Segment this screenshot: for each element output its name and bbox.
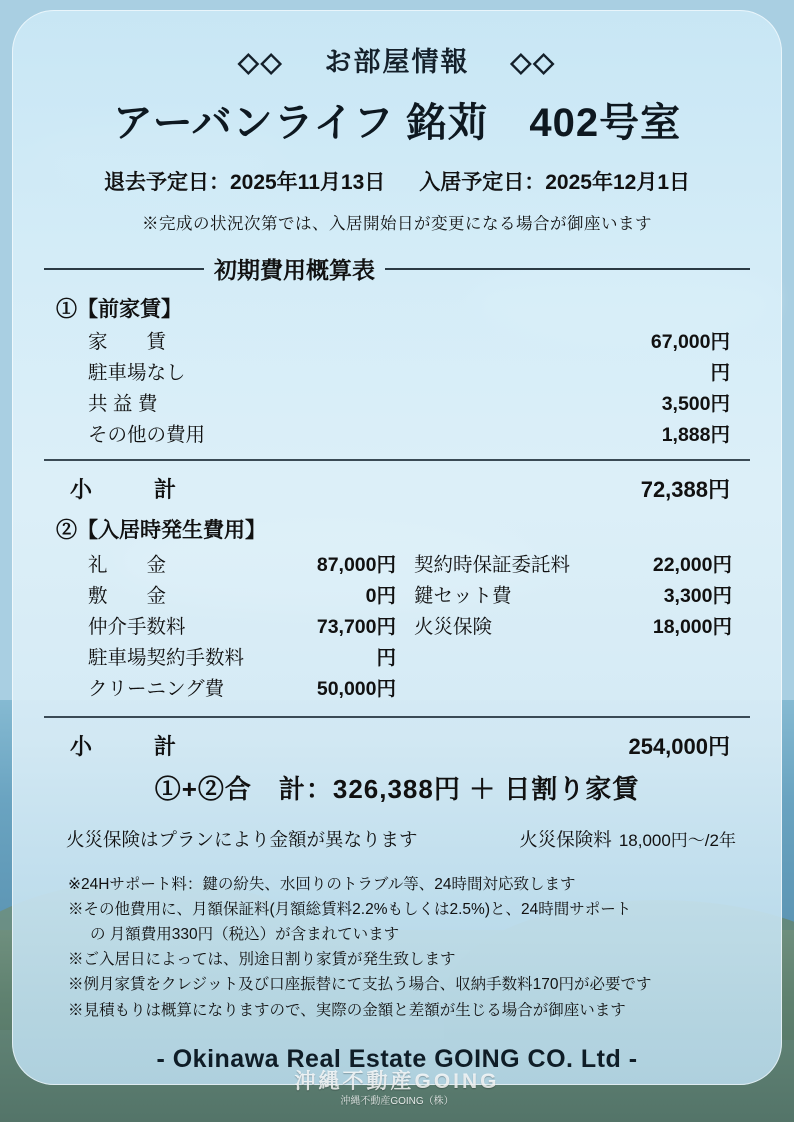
row-value: 87,000円 [316,554,396,576]
row-label: 鍵セット費 [414,585,512,607]
table-row [30,326,764,354]
cost-table-title: 初期費用概算表 [214,257,375,283]
subtotal-1-value: 72,388円 [640,477,730,502]
row-value: 67,000円 [650,331,730,353]
room-title: アーバンライフ 銘苅 402号室 [112,101,682,145]
rule-left [44,268,204,270]
cost-table-heading [44,252,750,285]
row-value: 円 [376,647,396,669]
table-row [30,357,764,385]
subtotal-2 [30,730,764,761]
footnote: ※見積もりは概算になりますので、実際の金額と差額が生じる場合が御座います [68,1001,626,1019]
row-label: 共 益 費 [88,393,158,415]
footnote: ※その他費用に、月額保証料(月額総賃料2.2%もしくは2.5%)と、24時間サポート [68,901,632,919]
table-row [64,673,400,701]
footnote: の 月額費用330円（税込）が含まれています [90,926,400,944]
table-row [400,611,736,639]
row-label: 駐車場契約手数料 [88,647,245,669]
page-title-text: お部屋情報 [324,47,470,77]
subtotal-1 [30,473,764,504]
row-label: 家 賃 [88,331,167,353]
footnote: ※例月家賃をクレジット及び口座振替にて支払う場合、収納手数料170円が必要です [68,976,652,994]
subtotal-1-label: 小 計 [70,477,183,502]
row-value: 円 [710,362,730,384]
divider [44,716,750,718]
row-label: クリーニング費 [88,678,225,700]
footnote: ※ご入居日によっては、別途日割り家賃が発生致します [68,951,456,969]
group2-title: ②【入居時発生費用】 [56,519,266,542]
diamond-right-icon: ◇◇ [510,47,557,77]
row-label: 敷 金 [88,585,167,607]
row-value: 3,300円 [663,585,732,607]
subtotal-2-label: 小 計 [70,734,183,759]
subtotal-2-value: 254,000円 [628,734,730,759]
table-row [64,549,400,577]
footnote: ※24Hサポート料：鍵の紛失、水回りのトラブル等、24時間対応致します [68,876,576,893]
move-in-label: 入居予定日： [419,171,546,194]
move-out-label: 退去予定日： [103,171,230,194]
table-row [64,642,400,670]
move-in-date [419,166,690,196]
info-sheet-panel [12,10,782,1085]
group2-right-column [400,546,736,704]
row-label: その他の費用 [88,424,206,446]
row-label: 駐車場なし [88,362,186,384]
table-row [30,419,764,447]
row-label: 礼 金 [88,554,167,576]
rule-right [385,268,750,270]
insurance-fee-value: 18,000円〜/2年 [618,831,736,850]
table-row [400,549,736,577]
row-value: 0円 [365,585,396,607]
row-value: 3,500円 [661,393,730,415]
group2-columns [30,546,764,704]
watermark-main: 沖縄不動産GOING [294,1069,500,1093]
group2-left-column [64,546,400,704]
row-value: 18,000円 [652,616,732,638]
footnotes [30,872,764,1023]
row-label: 火災保険 [414,616,493,638]
watermark [0,1068,794,1108]
dates-row [30,166,764,196]
row-value: 73,700円 [316,616,396,638]
table-row [64,580,400,608]
move-out-date [104,166,385,196]
row-value: 1,888円 [661,424,730,446]
page-title [30,40,764,79]
insurance-fee-label: 火災保険料 [519,829,612,850]
insurance-note: 火災保険はプランにより金額が異なります [66,829,418,850]
diamond-left-icon: ◇◇ [237,47,284,77]
group1-title: ①【前家賃】 [56,298,182,321]
grand-total: ①+②合 計：326,388円 ＋ 日割り家賃 [154,774,640,804]
company-footer: - Okinawa Real Estate GOING CO. Ltd - [156,1044,638,1073]
move-out-value: 2025年11月13日 [229,171,386,194]
table-row [400,580,736,608]
row-value: 22,000円 [652,554,732,576]
row-value: 50,000円 [316,678,396,700]
row-label: 仲介手数料 [88,616,186,638]
row-label: 契約時保証委託料 [414,554,571,576]
completion-note: ※完成の状況次第では、入居開始日が変更になる場合が御座います [142,215,652,233]
move-in-value: 2025年12月1日 [545,171,691,194]
insurance-note-row [30,826,764,852]
divider [44,459,750,461]
table-row [64,611,400,639]
watermark-sub: 沖縄不動産GOING（株） [340,1096,454,1107]
table-row [30,388,764,416]
